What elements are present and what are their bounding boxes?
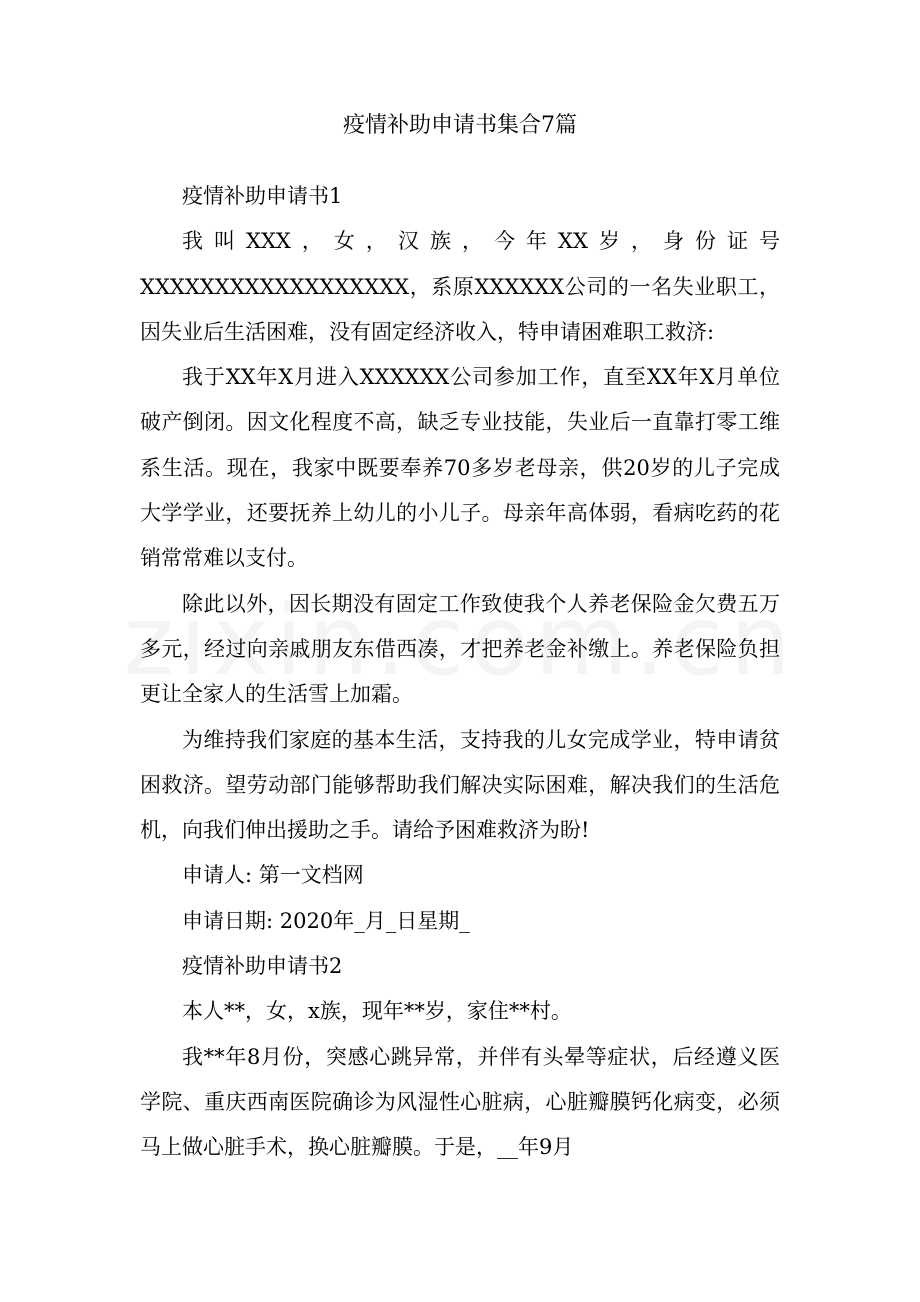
document-body	[140, 174, 780, 1171]
section-heading-2: 疫情补助申请书2	[182, 954, 343, 979]
body-paragraph: 我叫XXX，女，汉族，今年XX岁，身份证号XXXXXXXXXXXXXXXXXX，系原XXXXXX公司的一名失业职工，因失业后生活困难，没有固定经济收入，特申请困难职工救济:	[140, 229, 780, 344]
document-title: 疫情补助申请书集合7篇	[343, 113, 577, 138]
application-date-line: 申请日期: 2020年_月_日星期_	[182, 908, 470, 933]
body-paragraph: 为维持我们家庭的基本生活，支持我的儿女完成学业，特申请贫困救济。望劳动部门能够帮助我们解决实际困难，解决我们的生活危机，向我们伸出援助之手。请给予困难救济为盼!	[140, 727, 780, 843]
body-paragraph: 除此以外，因长期没有固定工作致使我个人养老保险金欠费五万多元，经过向亲戚朋友东借西凑，才把养老金补缴上。养老保险负担更让全家人的生活雪上加霜。	[140, 591, 780, 707]
body-paragraph: 我**年8月份，突感心跳异常，并伴有头晕等症状，后经遵义医学院、重庆西南医院确诊为风湿性心脏病，心脏瓣膜钙化病变，必须马上做心脏手术，换心脏瓣膜。于是，__年9月	[140, 1044, 780, 1160]
body-paragraph: 我于XX年X月进入XXXXXX公司参加工作，直至XX年X月单位破产倒闭。因文化程度不高，缺乏专业技能，失业后一直靠打零工维系生活。现在，我家中既要奉养70多岁老母亲，供20岁的儿子完成大学学业，还要抚养上幼儿的小儿子。母亲年高体弱，看病吃药的花销常常难以支付。	[140, 365, 780, 571]
applicant-line: 申请人: 第一文档网	[182, 863, 364, 888]
section-heading-1: 疫情补助申请书1	[182, 184, 343, 208]
body-paragraph: 本人**，女，x族，现年**岁，家住**村。	[182, 999, 572, 1024]
